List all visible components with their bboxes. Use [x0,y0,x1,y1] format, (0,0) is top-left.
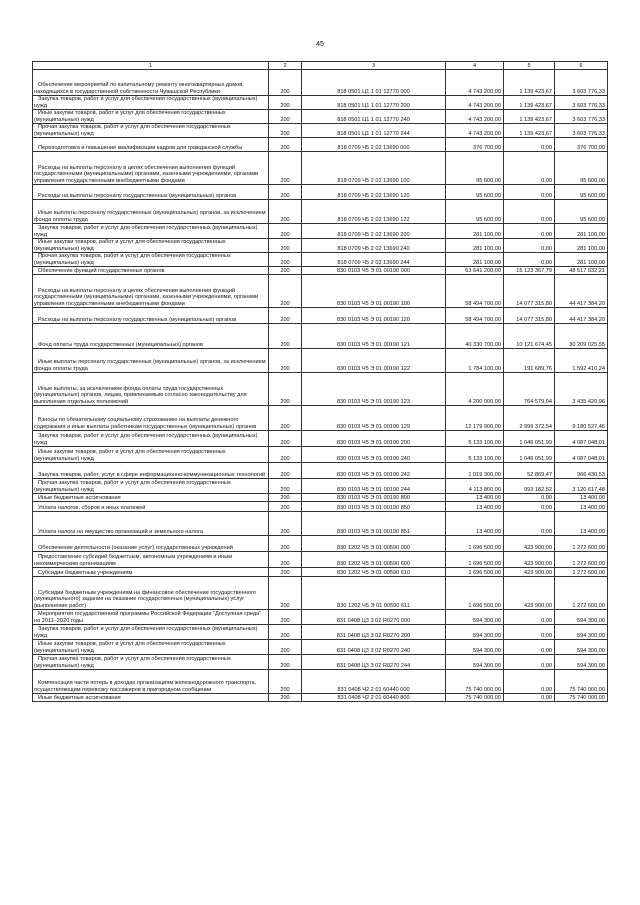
row-kbk-cell: 818 0501 Ц1 1 01 12770 200 [302,96,446,110]
table-row [33,275,608,308]
table-row [33,138,608,152]
row-name-cell [33,479,269,494]
row-approved-cell: 1 696 500,00 [446,552,504,568]
row-kbk-cell: 831 0408 Ц3 3 02 R0270 244 [302,655,446,670]
row-approved-cell: 58 494 700,00 [446,275,504,308]
row-executed-cell: 0,00 [504,670,555,694]
row-code-cell: 200 [269,253,302,267]
row-remainder-cell: 13 400,00 [555,512,608,536]
row-name-cell [33,373,269,406]
row-executed-cell: 14 077 315,80 [504,308,555,324]
row-name-text: Расходы на выплаты персоналу в целях обеспечения выполнения функций государственными (муниципальными) органами, казенными учреждениями, органами управления государственными внебюджетными фондами [34,164,259,184]
row-name-text: Предоставление субсидий бюджетным, автономным учреждениям и иным некоммерческим организациям [34,554,233,567]
row-name-cell [33,625,269,640]
row-approved-cell: 376 700,00 [446,138,504,152]
table-row [33,185,608,200]
row-kbk-cell: 830 0103 Ч5 Э 01 00190 120 [302,308,446,324]
row-kbk-cell: 818 0501 Ц1 1 01 12770 244 [302,124,446,138]
row-name-text: Иные закупки товаров, работ и услуг для обеспечения государственных (муниципальных) нужд [34,110,226,123]
table-row [33,96,608,110]
row-approved-cell: 1 696 500,00 [446,536,504,552]
row-name-cell [33,124,269,138]
row-code-cell: 200 [269,239,302,253]
table-row [33,552,608,568]
row-remainder-cell: 4 087 048,01 [555,447,608,463]
row-executed-cell: 52 869,47 [504,463,555,479]
row-kbk-cell: 818 0709 Ч5 2 02 13690 000 [302,138,446,152]
row-code-cell: 200 [269,640,302,655]
row-executed-cell: 0,00 [504,253,555,267]
row-name-cell [33,610,269,625]
row-approved-cell: 594 300,00 [446,625,504,640]
row-executed-cell: 0,00 [504,610,555,625]
row-code-cell: 200 [269,479,302,494]
row-executed-cell: 0,00 [504,640,555,655]
row-remainder-cell: 4 087 048,01 [555,431,608,447]
column-header: 5 [504,62,555,70]
row-kbk-cell: 818 0709 Ч5 2 02 13690 244 [302,253,446,267]
row-name-cell [33,655,269,670]
row-approved-cell: 13 400,00 [446,494,504,502]
row-remainder-cell: 1 272 600,00 [555,552,608,568]
row-approved-cell: 4 200 000,00 [446,373,504,406]
row-executed-cell: 15 123 367,79 [504,267,555,275]
row-remainder-cell: 95 600,00 [555,200,608,224]
row-kbk-cell: 830 0103 Ч5 Э 01 00190 240 [302,447,446,463]
row-name-text: Закупка товаров, работ и услуг для обеспечения государственных (муниципальных) нужд [34,626,258,639]
row-name-text: Прочая закупка товаров, работ и услуг для обеспечения государственных (муниципальных) нужд [34,253,231,266]
row-executed-cell: 423 900,00 [504,577,555,610]
row-name-cell [33,536,269,552]
row-executed-cell: 14 077 315,80 [504,275,555,308]
row-executed-cell: 0,00 [504,694,555,702]
row-kbk-cell: 830 0103 Ч5 Э 01 00190 122 [302,349,446,373]
row-executed-cell: 1 139 423,67 [504,124,555,138]
row-approved-cell: 95 600,00 [446,185,504,200]
row-remainder-cell: 281 100,00 [555,239,608,253]
row-remainder-cell: 95 600,00 [555,152,608,185]
row-executed-cell: 0,00 [504,138,555,152]
table-row [33,253,608,267]
row-name-text: Иные бюджетные ассигнования [38,494,121,501]
row-approved-cell: 5 133 100,00 [446,431,504,447]
row-code-cell: 200 [269,70,302,96]
row-name-text: Расходы на выплаты персоналу в целях обеспечения выполнения функций государственными (муниципальными) органами, казенными учреждениями, органами управления государственными внебюджетными фондами [34,287,259,307]
row-name-cell [33,568,269,577]
row-executed-cell: 0,00 [504,494,555,502]
table-row [33,463,608,479]
row-code-cell: 200 [269,324,302,349]
row-kbk-cell: 831 0408 Ч2 2 01 60440 800 [302,694,446,702]
row-kbk-cell: 818 0709 Ч5 2 02 13690 240 [302,239,446,253]
row-code-cell: 200 [269,577,302,610]
table-row [33,694,608,702]
row-name-cell [33,694,269,702]
column-header: 3 [302,62,446,70]
row-executed-cell: 1 139 423,67 [504,70,555,96]
row-remainder-cell: 594 300,00 [555,625,608,640]
row-name-cell [33,70,269,96]
row-name-cell [33,640,269,655]
row-code-cell: 200 [269,224,302,239]
row-remainder-cell: 3 120 617,48 [555,479,608,494]
row-kbk-cell: 830 1202 Ч5 Э 01 00590 000 [302,536,446,552]
row-remainder-cell: 48 517 832,21 [555,267,608,275]
row-name-cell [33,239,269,253]
row-name-cell [33,447,269,463]
row-executed-cell: 423 900,00 [504,536,555,552]
table-row [33,431,608,447]
row-name-text: Закупка товаров, работ и услуг для обеспечения государственных (муниципальных) нужд [34,225,258,238]
row-code-cell: 200 [269,568,302,577]
row-remainder-cell: 30 209 025,55 [555,324,608,349]
row-remainder-cell: 3 435 420,96 [555,373,608,406]
row-executed-cell: 1 046 051,99 [504,431,555,447]
row-approved-cell: 594 300,00 [446,655,504,670]
table-row [33,655,608,670]
table-row [33,324,608,349]
row-name-text: Переподготовка и повышение квалификации кадров для гражданской службы [38,144,243,151]
row-name-cell [33,96,269,110]
table-row [33,349,608,373]
row-remainder-cell: 594 300,00 [555,640,608,655]
row-name-cell [33,267,269,275]
row-name-cell [33,349,269,373]
table-row [33,512,608,536]
row-remainder-cell: 1 592 410,24 [555,349,608,373]
row-executed-cell: 0,00 [504,655,555,670]
row-name-text: Иные выплаты, за исключением фонда оплаты труда государственных (муниципальных) органов, лицам, привлекаемым согласно законодательству для выполнения отдельных полномочий [34,385,247,405]
table-row [33,110,608,124]
row-name-text: Иные закупки товаров, работ и услуг для обеспечения государственных (муниципальных) нужд [34,449,226,462]
row-approved-cell: 4 743 200,00 [446,124,504,138]
table-row [33,267,608,275]
row-code-cell: 200 [269,694,302,702]
row-executed-cell: 0,00 [504,152,555,185]
row-executed-cell: 1 046 051,99 [504,447,555,463]
table-row [33,502,608,512]
row-approved-cell: 1 696 500,00 [446,568,504,577]
row-executed-cell: 0,00 [504,185,555,200]
table-row [33,640,608,655]
table-row [33,479,608,494]
row-approved-cell: 5 133 100,00 [446,447,504,463]
row-executed-cell: 0,00 [504,200,555,224]
row-remainder-cell: 13 400,00 [555,494,608,502]
row-name-cell [33,200,269,224]
row-remainder-cell: 594 300,00 [555,655,608,670]
row-name-cell [33,494,269,502]
row-kbk-cell: 830 0103 Ч5 Э 01 00190 800 [302,494,446,502]
row-name-cell [33,463,269,479]
table-row [33,670,608,694]
row-kbk-cell: 830 0103 Ч5 Э 01 00190 851 [302,512,446,536]
row-name-text: Уплата налога на имущество организаций и земельного налога [38,528,203,535]
row-kbk-cell: 818 0501 Ц1 1 01 12770 000 [302,70,446,96]
row-executed-cell: 1 139 423,67 [504,110,555,124]
table-row [33,373,608,406]
table-row [33,124,608,138]
row-name-cell [33,253,269,267]
row-code-cell: 200 [269,625,302,640]
row-kbk-cell: 818 0501 Ц1 1 01 12770 240 [302,110,446,124]
row-name-text: Иные закупки товаров, работ и услуг для обеспечения государственных (муниципальных) нужд [34,641,226,654]
row-code-cell: 200 [269,463,302,479]
row-name-cell [33,577,269,610]
row-kbk-cell: 818 0709 Ч5 2 02 13690 100 [302,152,446,185]
row-code-cell: 200 [269,349,302,373]
row-name-text: Фонд оплаты труда государственных (муниципальных) органов [38,341,203,348]
row-kbk-cell: 830 0103 Ч5 Э 01 00190 850 [302,502,446,512]
row-code-cell: 200 [269,502,302,512]
row-remainder-cell: 966 430,53 [555,463,608,479]
row-approved-cell: 13 400,00 [446,502,504,512]
table-row [33,239,608,253]
column-header: 4 [446,62,504,70]
row-approved-cell: 63 641 200,00 [446,267,504,275]
row-name-text: Мероприятия государственной программы Российской Федерации "Доступная среда" на 2011–2020 годы [34,611,262,624]
row-name-text: Расходы на выплаты персоналу государственных (муниципальных) органов [38,192,237,199]
row-kbk-cell: 831 0408 Ц3 3 02 R0270 200 [302,625,446,640]
row-remainder-cell: 75 740 000,00 [555,694,608,702]
table-row [33,200,608,224]
row-code-cell: 200 [269,512,302,536]
row-remainder-cell: 1 272 600,00 [555,568,608,577]
table-row [33,406,608,431]
row-name-text: Прочая закупка товаров, работ и услуг для обеспечения государственных (муниципальных) нужд [34,656,231,669]
row-name-cell [33,275,269,308]
row-executed-cell: 1 139 423,67 [504,96,555,110]
row-kbk-cell: 830 0103 Ч5 Э 01 00190 000 [302,267,446,275]
row-executed-cell: 0,00 [504,224,555,239]
row-kbk-cell: 830 0103 Ч5 Э 01 00190 123 [302,373,446,406]
row-executed-cell: 423 900,00 [504,552,555,568]
row-name-text: Иные бюджетные ассигнования [38,694,121,701]
row-kbk-cell: 830 0103 Ч5 Э 01 00190 121 [302,324,446,349]
table-body [33,70,608,702]
row-remainder-cell: 3 603 776,33 [555,110,608,124]
row-code-cell: 200 [269,447,302,463]
row-kbk-cell: 831 0408 Ч2 2 01 60440 000 [302,670,446,694]
row-name-cell [33,512,269,536]
row-name-text: Обеспечение деятельности (оказание услуг) государственных учреждений [38,544,233,551]
row-remainder-cell: 1 272 600,00 [555,536,608,552]
row-remainder-cell: 281 100,00 [555,253,608,267]
table-row [33,577,608,610]
row-code-cell: 200 [269,670,302,694]
row-name-cell [33,152,269,185]
row-name-text: Уплата налогов, сборов и иных платежей [38,504,146,511]
row-name-cell [33,324,269,349]
row-kbk-cell: 830 0103 Ч5 Э 01 00190 100 [302,275,446,308]
row-remainder-cell: 13 400,00 [555,502,608,512]
row-executed-cell: 0,00 [504,625,555,640]
row-remainder-cell: 3 603 776,33 [555,96,608,110]
row-kbk-cell: 818 0709 Ч5 2 02 13690 120 [302,185,446,200]
row-approved-cell: 58 494 700,00 [446,308,504,324]
row-approved-cell: 594 300,00 [446,640,504,655]
row-name-cell [33,308,269,324]
row-code-cell: 200 [269,536,302,552]
row-name-text: Взносы по обязательному социальному страхованию на выплаты денежного содержания и иные выплаты работникам государственных (муниципальных) органов [34,417,257,430]
row-remainder-cell: 3 603 776,33 [555,124,608,138]
row-name-cell [33,670,269,694]
row-code-cell: 200 [269,431,302,447]
column-header: 1 [33,62,269,70]
table-row [33,308,608,324]
row-code-cell: 200 [269,138,302,152]
row-name-cell [33,502,269,512]
row-name-text: Обеспечение функций государственных органов [38,267,165,274]
row-kbk-cell: 831 0408 Ц3 3 02 R0270 000 [302,610,446,625]
row-approved-cell: 40 330 700,00 [446,324,504,349]
row-approved-cell: 281 100,00 [446,224,504,239]
row-code-cell: 200 [269,275,302,308]
row-name-cell [33,224,269,239]
table-row [33,494,608,502]
row-kbk-cell: 830 1202 Ч5 Э 01 00590 610 [302,568,446,577]
row-remainder-cell: 281 100,00 [555,224,608,239]
row-code-cell: 200 [269,373,302,406]
budget-table [32,61,608,702]
row-executed-cell: 0,00 [504,502,555,512]
table-row [33,610,608,625]
row-kbk-cell: 830 0103 Ч5 Э 01 00190 129 [302,406,446,431]
row-code-cell: 200 [269,494,302,502]
row-name-text: Иные выплаты персоналу государственных (муниципальных) органов, за исключением фонда оплаты труда [34,210,266,223]
row-approved-cell: 12 179 900,00 [446,406,504,431]
row-name-text: Субсидии бюджетным учреждениям на финансовое обеспечение государственного (муниципального) задания на оказание государственных (муниципальных) услуг (выполнение работ) [34,589,256,609]
row-executed-cell: 993 182,52 [504,479,555,494]
row-name-text: Обеспечение мероприятий по капитальному ремонту многоквартирных домов, находящихся в государственной собственности Чувашской Республики [34,82,244,95]
table-row [33,224,608,239]
row-remainder-cell: 44 417 384,20 [555,308,608,324]
row-kbk-cell: 830 0103 Ч5 Э 01 00190 244 [302,479,446,494]
row-remainder-cell: 95 600,00 [555,185,608,200]
row-kbk-cell: 830 1202 Ч5 Э 01 00590 600 [302,552,446,568]
row-approved-cell: 4 743 200,00 [446,70,504,96]
row-approved-cell: 75 740 000,00 [446,694,504,702]
row-executed-cell: 764 579,04 [504,373,555,406]
row-name-text: Прочая закупка товаров, работ и услуг для обеспечения государственных (муниципальных) нужд [34,124,231,137]
table-row [33,568,608,577]
row-code-cell: 200 [269,267,302,275]
row-code-cell: 200 [269,552,302,568]
row-remainder-cell: 9 180 527,46 [555,406,608,431]
row-kbk-cell: 830 1202 Ч5 Э 01 00590 611 [302,577,446,610]
row-code-cell: 200 [269,185,302,200]
row-name-cell [33,431,269,447]
row-name-cell [33,185,269,200]
table-row [33,536,608,552]
row-approved-cell: 75 740 000,00 [446,670,504,694]
row-approved-cell: 95 600,00 [446,200,504,224]
row-approved-cell: 4 743 200,00 [446,96,504,110]
row-kbk-cell: 830 0103 Ч5 Э 01 00190 242 [302,463,446,479]
row-kbk-cell: 830 0103 Ч5 Э 01 00190 200 [302,431,446,447]
row-executed-cell: 423 900,00 [504,568,555,577]
column-header: 6 [555,62,608,70]
row-approved-cell: 1 784 100,00 [446,349,504,373]
row-approved-cell: 281 100,00 [446,239,504,253]
row-approved-cell: 1 019 300,00 [446,463,504,479]
row-executed-cell: 0,00 [504,512,555,536]
row-approved-cell: 1 696 500,00 [446,577,504,610]
row-name-text: Закупка товаров, работ и услуг для обеспечения государственных (муниципальных) нужд [34,433,258,446]
table-row [33,152,608,185]
table-header-row [33,62,608,70]
row-name-cell [33,110,269,124]
row-code-cell: 200 [269,610,302,625]
column-header: 2 [269,62,302,70]
row-approved-cell: 95 600,00 [446,152,504,185]
row-name-text: Субсидии бюджетным учреждениям [38,569,133,576]
row-code-cell: 200 [269,406,302,431]
row-name-text: Прочая закупка товаров, работ и услуг для обеспечения государственных (муниципальных) нужд [34,480,231,493]
row-remainder-cell: 376 700,00 [555,138,608,152]
row-remainder-cell: 75 740 000,00 [555,670,608,694]
row-name-text: Закупка товаров, работ, услуг в сфере информационно-коммуникационных технологий [38,471,266,478]
row-remainder-cell: 594 300,00 [555,610,608,625]
row-code-cell: 200 [269,200,302,224]
table-row [33,70,608,96]
row-approved-cell: 281 100,00 [446,253,504,267]
row-executed-cell: 191 689,76 [504,349,555,373]
row-name-cell [33,406,269,431]
row-code-cell: 200 [269,96,302,110]
row-approved-cell: 13 400,00 [446,512,504,536]
row-remainder-cell: 3 603 776,33 [555,70,608,96]
row-name-text: Иные закупки товаров, работ и услуг для обеспечения государственных (муниципальных) нужд [34,239,226,252]
row-executed-cell: 2 999 372,54 [504,406,555,431]
row-name-cell [33,552,269,568]
row-executed-cell: 0,00 [504,239,555,253]
row-kbk-cell: 831 0408 Ц3 3 02 R0270 240 [302,640,446,655]
row-name-cell [33,138,269,152]
table-row [33,625,608,640]
row-name-text: Расходы на выплаты персоналу государственных (муниципальных) органов [38,316,237,323]
row-kbk-cell: 818 0709 Ч5 2 02 13690 122 [302,200,446,224]
row-approved-cell: 594 300,00 [446,610,504,625]
row-name-text: Иные выплаты персоналу государственных (муниципальных) органов, за исключением фонда оплаты труда [34,359,266,372]
row-approved-cell: 4 743 200,00 [446,110,504,124]
row-remainder-cell: 44 417 384,20 [555,275,608,308]
row-approved-cell: 4 113 800,00 [446,479,504,494]
table-row [33,447,608,463]
row-code-cell: 200 [269,110,302,124]
row-code-cell: 200 [269,124,302,138]
row-kbk-cell: 818 0709 Ч5 2 02 13690 200 [302,224,446,239]
page-number: 45 [316,41,324,48]
row-name-text: Компенсация части потерь в доходах организациям железнодорожного транспорта, осуществляющим перевозку пассажиров в пригородном сообщении [34,680,257,693]
row-code-cell: 200 [269,152,302,185]
row-name-text: Закупка товаров, работ и услуг для обеспечения государственных (муниципальных) нужд [34,96,258,109]
row-remainder-cell: 1 272 600,00 [555,577,608,610]
row-code-cell: 200 [269,655,302,670]
row-code-cell: 200 [269,308,302,324]
row-executed-cell: 10 121 674,45 [504,324,555,349]
